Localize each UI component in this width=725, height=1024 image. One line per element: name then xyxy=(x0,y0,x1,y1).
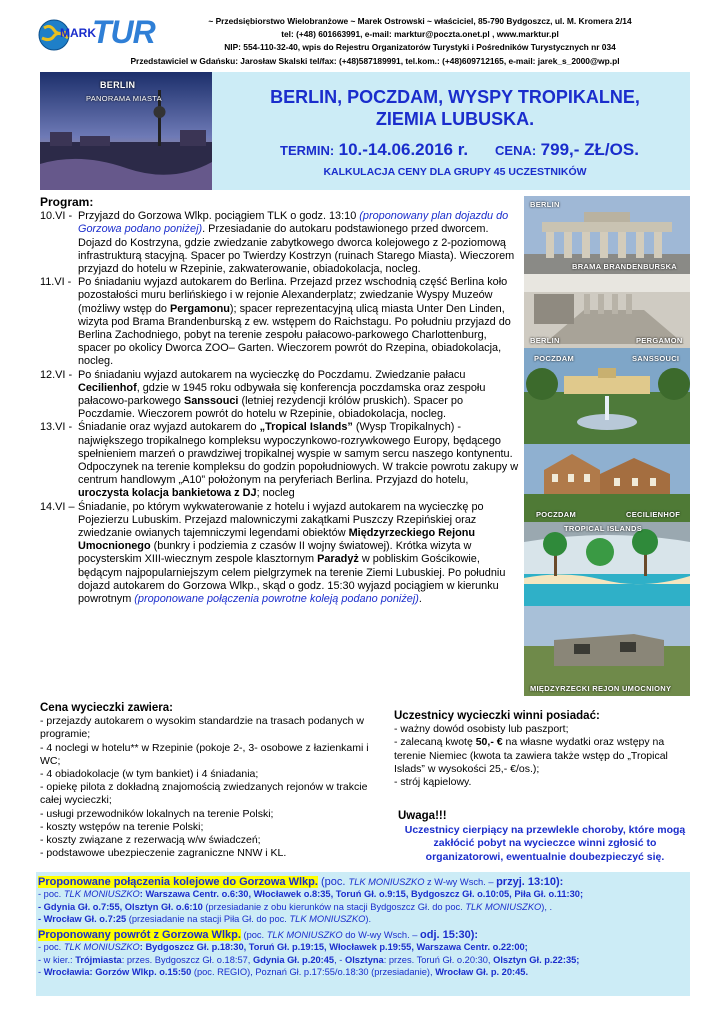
program-heading: Program: xyxy=(40,195,94,209)
includes-item: - 4 obiadokolacje (w tym bankiet) i 4 śniadania; xyxy=(40,768,259,781)
text-run: ). xyxy=(365,913,372,924)
highlight-mru: Międzyrzeckiego Rejonu Umocnionego xyxy=(78,527,476,553)
text-run: Trójmiasta xyxy=(75,954,122,965)
header-line-3: NIP: 554-110-32-40, wpis do Rejestru Organizatorów Turystyki i Pośredników Turystycznych nr 034 xyxy=(224,42,616,52)
train-note: (proponowane połączenia powrotne koleją podano poniżej) xyxy=(134,593,419,606)
rail-row xyxy=(38,954,690,966)
price-includes xyxy=(40,702,385,860)
text-run: w pobliskim Gościkowie, będącym najpopularniejszym celem pielgrzymek na terenie Ziemi Lubuskiej. Po południu dojazd autokarem do Gorzowa Wlkp., skąd o godz. 15:30 wyjazd pociągiem w kierunku powrotnym xyxy=(78,553,506,606)
text-run: - Gdynia Gł. o.7:55, Olsztyn Gł. o.6:10 xyxy=(38,901,203,912)
date-price-row xyxy=(280,140,690,160)
day-date: 13.VI - xyxy=(40,421,73,434)
rail-heading-arrival xyxy=(38,876,690,888)
notice-box xyxy=(398,810,692,864)
photo-label: BERLIN xyxy=(530,200,560,209)
cena-value: 799,- ZŁ/OS. xyxy=(540,140,639,159)
text-run: TLK MONIUSZKO xyxy=(63,942,140,953)
logo-word: MARK xyxy=(60,26,96,40)
text-run: TLK MONIUSZKO xyxy=(348,877,425,887)
highlight-heading: Proponowany powrót z Gorzowa Wlkp. xyxy=(38,929,241,942)
text-run: Przyjazd do Gorzowa Wlkp. pociągiem TLK o godz. 13:10 xyxy=(78,210,360,223)
text-run: : przes. Toruń Gł. o.20:30, xyxy=(383,954,494,965)
text-run: - zalecaną kwotę xyxy=(394,736,476,749)
photo-sanssouci xyxy=(524,348,690,444)
includes-heading: Cena wycieczki zawiera: xyxy=(40,702,173,714)
rail-row xyxy=(38,901,690,913)
day-date: 12.VI - xyxy=(40,368,73,381)
includes-item: - koszty związane z rezerwacją w/w świadczeń; xyxy=(40,834,261,847)
includes-item: - podstawowe ubezpieczenie zagraniczne NNW i KL. xyxy=(40,847,287,860)
text-run: : Gorzów Wlkp. o.15:50 xyxy=(89,967,192,978)
cena-label: CENA: xyxy=(495,143,537,158)
day-text xyxy=(78,210,520,276)
termin-label: TERMIN: xyxy=(280,143,335,158)
text-run: : Warszawa Centr. o.6:30, Włocławek o.8:35, Toruń Gł. o.9:15, Bydgoszcz Gł. o.10:05, Piła Gł. o.11:30; xyxy=(139,889,584,900)
highlight-sanssouci: Sanssouci xyxy=(183,395,239,408)
requires-item xyxy=(394,736,692,776)
text-run: ; nocleg xyxy=(256,487,295,500)
text-run: TLK MONIUSZKO xyxy=(266,930,343,941)
includes-item: - 4 noclegi w hotelu** w Rzepinie (pokoje 2-, 3- osobowe z łazienkami i WC; xyxy=(40,741,369,767)
photo-cecilienhof xyxy=(524,444,690,522)
marktur-logo xyxy=(38,14,155,56)
text-run: : Bydgoszcz Gł. p.18:30, Toruń Gł. p.19:15, Włocławek p.19:55, Warszawa Centr. o.22:00; xyxy=(139,942,528,953)
photo-brandenburg-gate xyxy=(524,196,690,274)
photo-label: POCZDAM xyxy=(534,354,575,363)
text-run: - poc. xyxy=(38,942,64,953)
text-run: (poc. REGIO), Poznań Gł. p.17:55/o.18:30 (przesiadanie), xyxy=(191,967,436,978)
requires-item: - ważny dowód osobisty lub paszport; xyxy=(394,723,569,736)
day-text xyxy=(78,421,520,500)
photo-sublabel: SANSSOUCI xyxy=(632,354,680,363)
text-run: , gdzie w 1945 roku odbywała się konferencja poczdamska oraz zespołu pałacowo-parkowego xyxy=(78,381,486,408)
day-date: 14.VI – xyxy=(40,500,75,513)
group-calculation: KALKULACJA CENY DLA GRUPY 45 UCZESTNIKÓW xyxy=(323,166,587,178)
logo-script: TUR xyxy=(92,14,155,50)
text-run: : przes. Bydgoszcz Gł. o.18:57, xyxy=(121,954,253,965)
trip-title xyxy=(220,86,690,130)
program-day xyxy=(40,276,520,368)
text-run: , - xyxy=(334,954,345,965)
text-run: Olsztyn Gł. p.22:35; xyxy=(493,954,580,965)
train-note: (proponowany plan dojazdu do Gorzowa podano poniżej) xyxy=(78,210,509,236)
text-run: TLK MONIUSZKO xyxy=(465,901,542,912)
text-run: (przesiadanie na stacji Piła Gł. do poc. xyxy=(126,913,290,924)
program-section xyxy=(40,196,520,606)
rail-row xyxy=(38,941,690,953)
text-run: Wrocławia xyxy=(43,967,90,978)
photo-sublabel: CECILIENHOF xyxy=(626,510,681,519)
text-run: z W-wy Wsch. – xyxy=(424,877,497,887)
text-run: Śniadanie oraz wyjazd autokarem do xyxy=(78,421,260,434)
text-run: . xyxy=(418,593,422,606)
text-run: Po śniadaniu wyjazd autokarem na wycieczkę do Poczdamu. Zwiedzanie pałacu xyxy=(78,368,466,381)
text-run: - xyxy=(38,967,44,978)
photo-pergamon xyxy=(524,274,690,348)
trip-title-line-1: BERLIN, POCZDAM, WYSPY TROPIKALNE, xyxy=(270,87,640,107)
text-run: TLK MONIUSZKO xyxy=(289,913,366,924)
rail-connections xyxy=(38,876,690,978)
text-run: (Wysp Tropikalnych) - największego tropikalnego kompleksu wypoczynkowo-rozrywkowego Europy, będącego spełnieniem marzeń o prawdziwej tropikalnej wyspie w samym sercu naszego kontynentu. Odpoczynek na terenie kompleksu do godzin popołudniowych. W trakcie powrotu zakupy w centrum handlowym „A10” położonym na peryferiach Berlina. Przyjazd do hotelu, xyxy=(78,421,519,487)
text-run: TLK MONIUSZKO xyxy=(63,889,140,900)
berlin-photo-sublabel: PANORAMA MIASTA xyxy=(86,94,162,103)
header-line-2: tel: (+48) 601663991, e-mail: marktur@poczta.onet.pl , www.marktur.pl xyxy=(281,29,559,39)
requires-item: - strój kąpielowy. xyxy=(394,776,472,789)
includes-item: - opiekę pilota z dokładną znajomością zwiedzanych rejonów w trakcie całej wycieczki; xyxy=(40,781,368,807)
rail-row xyxy=(38,888,690,900)
text-run: Wrocław Gł. p. 20:45. xyxy=(435,967,529,978)
text-run: - poc. xyxy=(38,889,64,900)
text-run: odj. 15:30): xyxy=(420,929,479,942)
text-run: Olsztyna xyxy=(344,954,384,965)
text-run: (przesiadanie z obu kierunków na stacji Bydgoszcz Gł. do poc. xyxy=(202,901,466,912)
highlight-tropical-islands: „Tropical Islands” xyxy=(259,421,353,434)
day-date: 11.VI - xyxy=(40,276,72,289)
day-text xyxy=(78,501,520,607)
notice-text: Uczestnicy cierpiący na przewlekle choroby, które mogą zakłócić pobyt na wycieczce winni zgłosić to organizatorowi, ewentualnie doubezpieczyć się. xyxy=(404,823,686,863)
photo-label: POCZDAM xyxy=(536,510,577,519)
participants-requirements xyxy=(394,710,692,789)
program-day xyxy=(40,421,520,500)
text-run: Po śniadaniu wyjazd autokarem do Berlina. Przejazd przez wschodnią część Berlina koło pozostałości muru berlińskiego i w rejonie Alexanderplatz; zwiedzanie Wyspy Muzeów (możliwy wstęp do xyxy=(78,276,508,315)
requires-heading: Uczestnicy wycieczki winni posiadać: xyxy=(394,710,600,722)
photo-sublabel: BRAMA BRANDENBURSKA xyxy=(572,262,678,271)
text-run: (letniej rezydencji królów pruskich). Spacer po Poczdamie. Wieczorem powrót do hotelu w Rzepinie, obiadokolacja, nocleg. xyxy=(78,395,463,421)
berlin-photo-label: BERLIN xyxy=(100,80,136,90)
header-line-1: ~ Przedsiębiorstwo Wielobranżowe ~ Marek Ostrowski ~ właściciel, 85-790 Bydgoszcz, ul. M. Kromera 2/14 xyxy=(208,16,632,26)
program-day xyxy=(40,369,520,422)
photo-label: TROPICAL ISLANDS xyxy=(564,524,642,533)
day-text xyxy=(78,369,520,422)
includes-item: - koszty wstępów na terenie Polski; xyxy=(40,820,204,833)
rail-row xyxy=(38,913,690,925)
day-date: 10.VI - xyxy=(40,210,73,223)
representative-line: Przedstawiciel w Gdańsku: Jarosław Skalski tel/fax: (+48)587189991, tel.kom.: (+48)609712165, e-mail: jarek_s_2000@wp.pl xyxy=(130,56,620,66)
photo-label: BERLIN xyxy=(530,336,560,345)
photo-tropical-islands xyxy=(524,522,690,606)
company-header xyxy=(150,15,690,54)
includes-item: - przejazdy autokarem o wysokim standardzie na trasach podanych w programie; xyxy=(40,715,364,741)
highlight-heading: Proponowane połączenia kolejowe do Gorzowa Wlkp. xyxy=(38,876,318,888)
text-run: Gdynia Gł. p.20:45 xyxy=(252,954,335,965)
text-run: - w kier.: xyxy=(38,954,76,965)
text-run: na własne wydatki oraz wstępy na terenie Niemiec (kwota ta zawiera także wstęp do „Tropical Islads” w wysokości 25,- €/os.); xyxy=(394,736,668,775)
text-run: przyj. 13:10): xyxy=(496,876,564,888)
text-run: ); spacer reprezentacyjną ulicą miasta Unter Den Linden, wizyta pod Brama Brandenburską z ew. wstępem do Raichstagu. Po południu przyjazd do Berlina Zachodniego, pobyt na terenie zespołu pałacowo-parkowego Charlottenburg, spacer po okolicy Dworca ZOO– Garten. Wieczorem powrót do Rzepina, obiadokolacja, nocleg. xyxy=(78,302,511,368)
photo-sublabel: PERGAMON xyxy=(636,336,683,345)
highlight-cecilienhof: Cecilienhof xyxy=(78,381,137,394)
termin-value: 10.-14.06.2016 r. xyxy=(338,140,469,159)
program-day xyxy=(40,210,520,276)
text-run: do W-wy Wsch. – xyxy=(342,930,420,941)
highlight-paradyz: Paradyż xyxy=(317,553,359,566)
rail-row xyxy=(38,966,690,978)
text-run: (poc. xyxy=(317,876,349,888)
includes-item: - usługi przewodników lokalnych na terenie Polski; xyxy=(40,807,274,820)
photo-label: MIĘDZYRZECKI REJON UMOCNIONY xyxy=(530,684,672,693)
highlight-pergamon: Pergamonu xyxy=(170,302,230,315)
photo-miedzyrzecki xyxy=(524,606,690,696)
notice-heading: Uwaga!!! xyxy=(398,810,447,822)
text-run: - Wrocław Gł. o.7:25 xyxy=(38,913,127,924)
text-run: ), . xyxy=(541,901,553,912)
rail-heading-return xyxy=(38,929,690,941)
text-run: (bunkry i podziemia z czasów II wojny światowej). Krótka wizyta w pocysterskim XIII-wiecznym zespole klasztornym xyxy=(78,540,472,566)
text-run: . Przesiadanie do autokaru podstawionego przed dworcem. Dojazd do Kostrzyna, gdzie zwiedzanie zabytkowego dworca kolejowego z 2-poziomową infrastrukturą stacyjną. Spacer po Twierdzy Kostrzyn (ruinach Starego Miasta). Wieczorem przyjazd do hotelu w Rzepinie, zakwaterowanie, obiadokolacja, nocleg. xyxy=(78,223,515,276)
highlight-banquet: uroczysta kolacja bankietowa z DJ xyxy=(78,487,257,500)
text-run: Śniadanie, po którym wykwaterowanie z hotelu i wyjazd autokarem na wycieczkę po Pojezierzu Lubuskim. Przejazd malowniczymi zakątkami Puszczy Rzepińskiej oraz zwiedzanie owianych tajemniczymi legendami obiektów xyxy=(78,500,484,540)
trip-title-line-2: ZIEMIA LUBUSKA. xyxy=(375,109,535,129)
amount-euro: 50,- € xyxy=(475,736,503,749)
day-text xyxy=(78,276,520,368)
berlin-panorama-photo xyxy=(40,72,212,190)
program-day xyxy=(40,501,520,607)
text-run: (poc. xyxy=(240,930,267,941)
